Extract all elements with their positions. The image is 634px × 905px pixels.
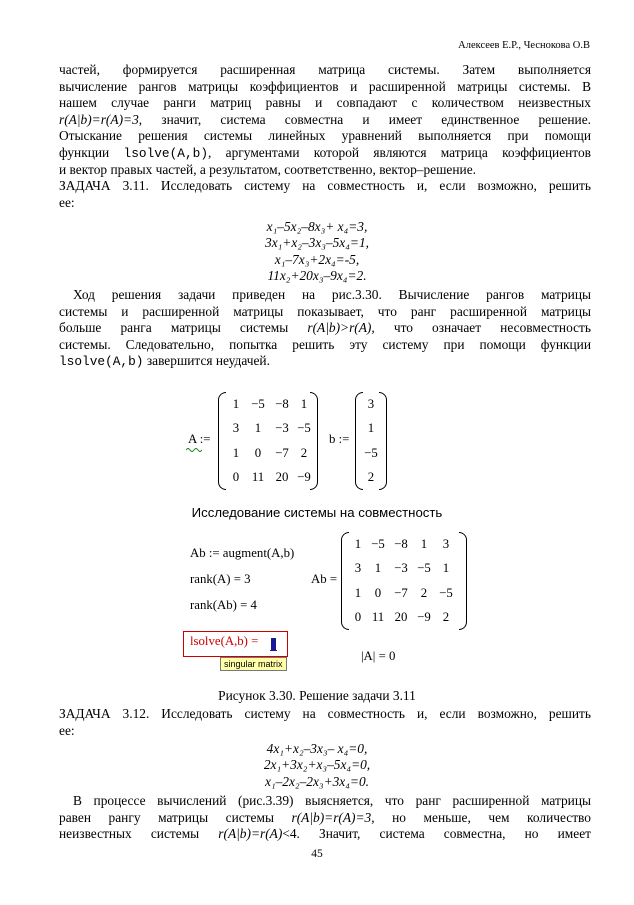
rank-a-result: rank(A) = 3 (190, 572, 251, 586)
matrix-cell: 1 (232, 445, 240, 460)
matrix-cell: 1 (354, 585, 362, 600)
system-equations-3-12: 4x₁+x₂–3x₃– x₄=0, 2x₁+3x₂+x₃–5x₄=0, x₁–2x₂–2x₃+3x₄=0. (263, 741, 371, 789)
matrix-cell: 0 (374, 585, 382, 600)
matrix-cell: 3 (367, 396, 375, 411)
matrix-cell: 11 (251, 470, 265, 485)
matrix-cell: −5 (371, 536, 385, 551)
paragraph-3: В процессе вычислений (рис.3.39) выясняется, что ранг расширенной матрицы равен рангу матрицы системы r(A|b)=r(A)=3, но меньше, чем количество неизвестных системы r(A|b)=r(A)<4. Значит, система совместна, но имеет (59, 793, 591, 842)
squiggle-underline-icon (186, 448, 202, 452)
lsolve-expression: lsolve(A,b) = (190, 634, 259, 648)
matrix-cell: 1 (354, 536, 362, 551)
matrix-cell: 0 (354, 610, 362, 625)
system-equations-3-11: x₁–5x₂–8x₃+ x₄=3, 3x₁+x₂–3x₃–5x₄=1, x₁–7x₃+2x₄=-5, 11x₂+20x₃–9x₄=2. (265, 219, 369, 284)
figure-caption: Рисунок 3.30. Решение задачи 3.11 (218, 688, 416, 703)
matrix-cell: −9 (297, 470, 311, 485)
matrix-cell: −5 (417, 561, 431, 576)
matrix-cell: −5 (297, 421, 311, 436)
running-header: Алексеев Е.Р., Чеснокова О.В (458, 40, 590, 51)
determinant-result: |A| = 0 (361, 649, 396, 663)
matrix-cell: 1 (300, 396, 308, 411)
matrix-cell: −8 (275, 396, 289, 411)
matrix-cell: −5 (439, 585, 453, 600)
task-3-12-statement: ЗАДАЧА 3.12. Исследовать систему на совместность и, если возможно, решить ее: (59, 706, 591, 738)
matrix-cell: 11 (371, 610, 385, 625)
matrix-cell: 2 (442, 610, 450, 625)
matrix-cell: 2 (420, 585, 428, 600)
matrix-cell: 3 (354, 561, 362, 576)
matrix-ab (341, 532, 467, 630)
error-tooltip: singular matrix (220, 657, 287, 671)
matrix-cell: 1 (374, 561, 382, 576)
matrix-cell: 2 (300, 445, 308, 460)
matrix-cell: −8 (394, 536, 408, 551)
matrix-a (218, 392, 318, 490)
matrix-cell: −7 (275, 445, 289, 460)
matrix-cell: 20 (394, 610, 408, 625)
matrix-cell: 3 (442, 536, 450, 551)
matrix-cell: −5 (364, 445, 378, 460)
task-3-11-statement: ЗАДАЧА 3.11. Исследовать систему на совместность и, если возможно, решить ее: (59, 178, 591, 210)
matrix-cell: 0 (254, 445, 262, 460)
placeholder-cursor-icon (271, 638, 276, 650)
augment-definition: Ab := augment(A,b) (190, 546, 295, 560)
matrix-cell: 1 (367, 421, 375, 436)
matrix-cell: 1 (232, 396, 240, 411)
matrix-cell: 1 (254, 421, 262, 436)
matrix-cell: 0 (232, 470, 240, 485)
vector-b-label: b := (329, 432, 350, 446)
matrix-cell: −7 (394, 585, 408, 600)
section-title: Исследование системы на совместность (191, 505, 443, 520)
matrix-cell: −3 (275, 421, 289, 436)
matrix-cell: −5 (251, 396, 265, 411)
paragraph-1: частей, формируется расширенная матрица системы. Затем выполняется вычисление рангов матрицы коэффициентов и расширенной матрицы системы. В нашем случае ранги матриц равны и совпадают с количеством неизвестных r(A|b)=r(A)=3, значит, система совместна и имеет единственное решение. Отыскание решения системы линейных уравнений выполняется при помощи функции lsolve(A,b), аргументами которой являются матрица коэффициентов и вектор правых частей, а результатом, соответственно, вектор–решение. (59, 62, 591, 177)
paragraph-2: Ход решения задачи приведен на рис.3.30. Вычисление рангов матрицы системы и расширенной матрицы показывает, что ранг расширенной матрицы больше ранга матрицы системы r(A|b)>r(A), что означает несовместность системы. Следовательно, попытка решить эту систему при помощи функции lsolve(A,b) завершится неудачей. (59, 287, 592, 370)
cursor-underline-icon (270, 650, 277, 651)
matrix-a-label: A := (188, 432, 211, 446)
matrix-cell: 1 (420, 536, 428, 551)
vector-b (355, 392, 387, 490)
matrix-cell: 20 (275, 470, 289, 485)
rank-ab-result: rank(Ab) = 4 (190, 598, 257, 612)
matrix-ab-label: Ab = (311, 572, 338, 586)
matrix-cell: 2 (367, 470, 375, 485)
matrix-cell: −9 (417, 610, 431, 625)
matrix-cell: −3 (394, 561, 408, 576)
matrix-cell: 1 (442, 561, 450, 576)
matrix-cell: 3 (232, 421, 240, 436)
page-number: 45 (311, 848, 323, 860)
